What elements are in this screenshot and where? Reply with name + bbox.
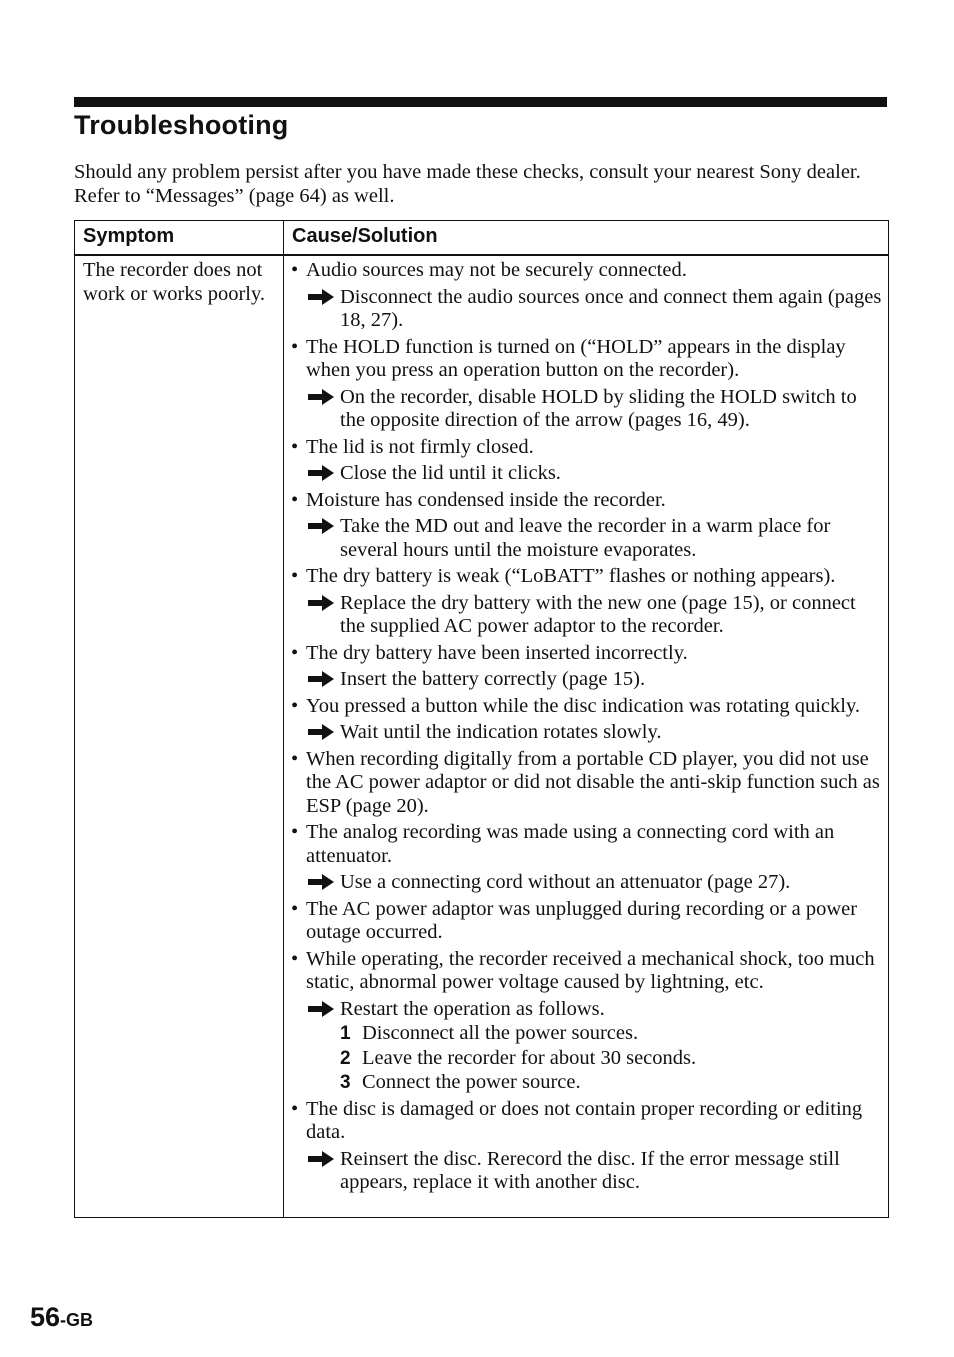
solution-text: Close the lid until it clicks. xyxy=(340,462,561,484)
solution-line xyxy=(291,1148,883,1195)
right-arrow-icon xyxy=(307,464,335,482)
header-rule xyxy=(75,254,888,256)
step-item xyxy=(291,1047,883,1071)
step-number: 1 xyxy=(340,1023,351,1044)
cause-item xyxy=(291,489,883,563)
cause-item xyxy=(291,695,883,745)
solution-text: Use a connecting cord without an attenuator (page 27). xyxy=(340,871,791,893)
cause-text: The dry battery is weak (“LoBATT” flashes or nothing appears). xyxy=(306,565,836,587)
cause-line xyxy=(291,259,883,283)
symptom-cell: The recorder does not work or works poorly. xyxy=(83,259,266,305)
cause-line xyxy=(291,565,883,589)
cause-line xyxy=(291,898,883,945)
bullet-icon: • xyxy=(291,947,299,970)
cause-item xyxy=(291,259,883,333)
bullet-icon: • xyxy=(291,747,299,770)
cause-item xyxy=(291,436,883,486)
page-number-value: 56 xyxy=(30,1302,61,1332)
right-arrow-icon xyxy=(307,1150,335,1168)
cause-item xyxy=(291,565,883,639)
solution-line xyxy=(291,462,883,486)
troubleshooting-table xyxy=(74,220,889,1218)
solution-line xyxy=(291,386,883,433)
solution-text: Take the MD out and leave the recorder in a warm place for several hours until the moisture evaporates. xyxy=(340,515,831,561)
solution-text: Replace the dry battery with the new one (page 15), or connect the supplied AC power adaptor to the recorder. xyxy=(340,591,856,637)
right-arrow-icon xyxy=(307,873,335,891)
step-number: 3 xyxy=(340,1072,351,1093)
solution-line xyxy=(291,721,883,745)
solution-line xyxy=(291,286,883,333)
cause-line xyxy=(291,748,883,819)
cause-text: The HOLD function is turned on (“HOLD” appears in the display when you press an operation button on the recorder). xyxy=(306,335,846,381)
right-arrow-icon xyxy=(307,723,335,741)
bullet-icon: • xyxy=(291,259,299,281)
cause-line xyxy=(291,695,883,719)
column-header-symptom: Symptom xyxy=(83,225,175,247)
bullet-icon: • xyxy=(291,641,299,664)
cause-text: Moisture has condensed inside the recorder. xyxy=(306,488,666,511)
cause-line xyxy=(291,489,883,513)
right-arrow-icon xyxy=(307,288,335,306)
bullet-icon: • xyxy=(291,821,299,843)
cause-line xyxy=(291,436,883,460)
cause-item xyxy=(291,748,883,819)
cause-item xyxy=(291,898,883,945)
cause-item xyxy=(291,642,883,692)
solution-line xyxy=(291,592,883,639)
cause-line xyxy=(291,821,883,868)
cause-line xyxy=(291,642,883,666)
intro-paragraph: Should any problem persist after you have made these checks, consult your nearest Sony dealer. Refer to “Messages” (page 64) as well. xyxy=(74,161,861,207)
cause-text: The lid is not firmly closed. xyxy=(306,435,534,458)
column-header-cause: Cause/Solution xyxy=(292,225,438,247)
solution-text: Disconnect the audio sources once and connect them again (pages 18, 27). xyxy=(340,285,882,331)
bullet-icon: • xyxy=(291,897,299,920)
cause-item xyxy=(291,948,883,1095)
bullet-icon: • xyxy=(291,488,299,511)
heading-rule xyxy=(74,97,887,107)
step-text: Connect the power source. xyxy=(362,1071,581,1093)
solution-text: Insert the battery correctly (page 15). xyxy=(340,668,646,690)
bullet-icon: • xyxy=(291,435,299,458)
cause-text: You pressed a button while the disc indication was rotating quickly. xyxy=(306,694,860,717)
solution-line xyxy=(291,515,883,562)
right-arrow-icon xyxy=(307,594,335,612)
right-arrow-icon xyxy=(307,517,335,535)
bullet-icon: • xyxy=(291,694,299,717)
step-number: 2 xyxy=(340,1047,351,1069)
page-title: Troubleshooting xyxy=(74,110,289,140)
solution-text: Reinsert the disc. Rerecord the disc. If the error message still appears, replace it with another disc. xyxy=(340,1147,840,1193)
column-divider xyxy=(283,221,284,1217)
step-item xyxy=(291,1071,883,1095)
page-number xyxy=(30,1302,93,1333)
cause-text: When recording digitally from a portable CD player, you did not use the AC power adaptor or did not disable the anti-skip function such as ESP (page 20). xyxy=(306,747,880,817)
step-text: Disconnect all the power sources. xyxy=(362,1022,639,1044)
right-arrow-icon xyxy=(307,388,335,406)
bullet-icon: • xyxy=(291,335,299,358)
cause-text: The analog recording was made using a connecting cord with an attenuator. xyxy=(306,821,835,867)
step-item xyxy=(291,1022,883,1046)
solution-text: Wait until the indication rotates slowly. xyxy=(340,721,662,743)
cause-text: While operating, the recorder received a mechanical shock, too much static, abnormal power voltage caused by lightning, etc. xyxy=(306,947,875,993)
cause-solution-cell xyxy=(291,259,883,1198)
solution-text: On the recorder, disable HOLD by sliding the HOLD switch to the opposite direction of the arrow (pages 16, 49). xyxy=(340,385,857,431)
cause-line xyxy=(291,1098,883,1145)
cause-text: The dry battery have been inserted incorrectly. xyxy=(306,641,688,664)
right-arrow-icon xyxy=(307,1000,335,1018)
cause-item xyxy=(291,821,883,895)
cause-line xyxy=(291,336,883,383)
right-arrow-icon xyxy=(307,670,335,688)
cause-text: The disc is damaged or does not contain proper recording or editing data. xyxy=(306,1097,863,1143)
cause-text: Audio sources may not be securely connected. xyxy=(306,259,687,281)
cause-line xyxy=(291,948,883,995)
cause-text: The AC power adaptor was unplugged during recording or a power outage occurred. xyxy=(306,897,858,943)
bullet-icon: • xyxy=(291,1097,299,1120)
step-text: Leave the recorder for about 30 seconds. xyxy=(362,1046,697,1069)
solution-line xyxy=(291,668,883,692)
solution-text: Restart the operation as follows. xyxy=(340,997,605,1020)
cause-item xyxy=(291,336,883,433)
solution-line xyxy=(291,871,883,895)
page-number-suffix: -GB xyxy=(60,1310,94,1330)
bullet-icon: • xyxy=(291,565,299,587)
cause-item xyxy=(291,1098,883,1195)
solution-line xyxy=(291,998,883,1022)
